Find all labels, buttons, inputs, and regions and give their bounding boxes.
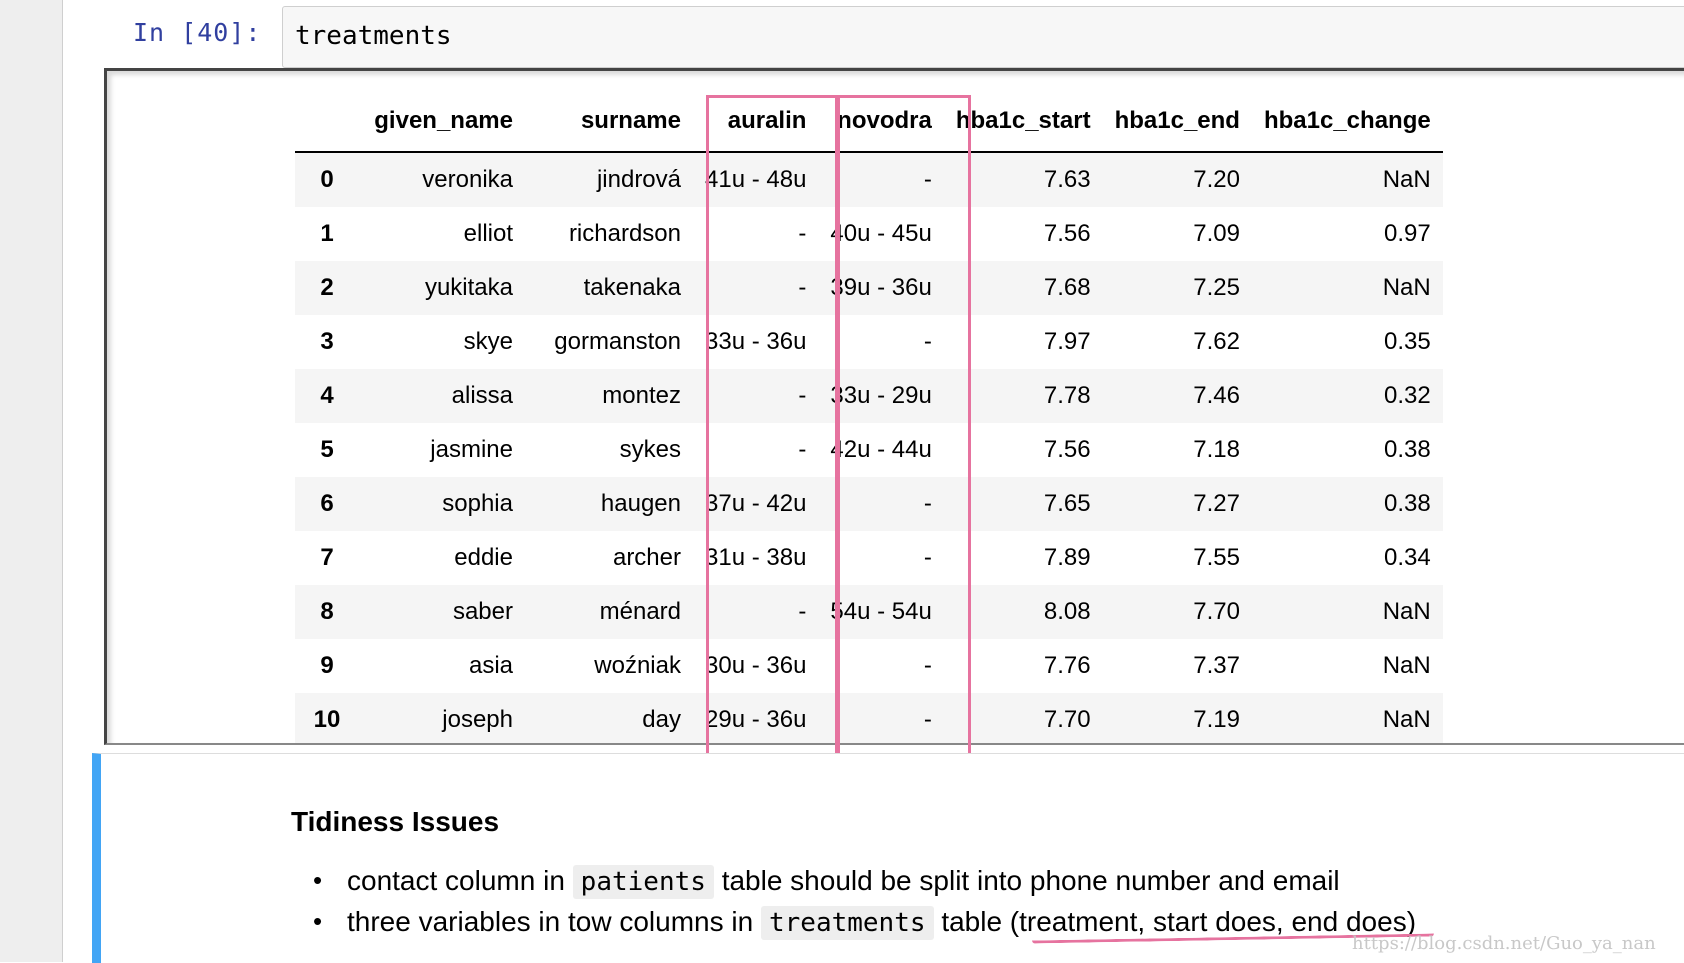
table-cell: NaN (1382, 598, 1431, 625)
table-cell: sophia (442, 490, 513, 517)
column-header: hba1c_change (1252, 91, 1443, 152)
table-cell: jindrová (596, 166, 681, 193)
inline-code: patients (573, 865, 714, 899)
list-item (311, 860, 1416, 901)
table-cell: - (798, 382, 807, 409)
table-cell: veronika (422, 166, 513, 193)
novodra-highlight-box (837, 95, 971, 759)
table-cell: 7.09 (1193, 220, 1240, 247)
table-cell: NaN (1382, 166, 1431, 193)
table-cell: saber (452, 598, 513, 625)
table-cell: 54u - 54u (830, 598, 932, 625)
row-index: 8 (320, 598, 334, 625)
row-index: 1 (320, 220, 334, 247)
table-cell: NaN (1382, 274, 1431, 301)
table-cell: woźniak (594, 652, 681, 679)
table-cell: gormanston (554, 328, 681, 355)
column-header: given_name (359, 91, 525, 152)
table-cell: alissa (451, 382, 513, 409)
watermark-text: https://blog.csdn.net/Guo_ya_nan (1352, 933, 1656, 954)
table-cell: 7.19 (1193, 706, 1240, 733)
table-cell: 0.35 (1383, 328, 1431, 355)
table-cell: jasmine (430, 436, 513, 463)
table-cell: 7.37 (1193, 652, 1240, 679)
table-cell: elliot (463, 220, 513, 247)
table-cell: 40u - 45u (830, 220, 932, 247)
table-cell: 0.34 (1383, 544, 1431, 571)
table-cell: 7.20 (1193, 166, 1240, 193)
input-prompt: In [40]: (133, 18, 262, 47)
table-cell: - (923, 544, 932, 571)
table-cell: 7.65 (1043, 490, 1091, 517)
row-index: 3 (320, 328, 334, 355)
table-cell: 7.56 (1043, 220, 1091, 247)
markdown-list (311, 860, 1416, 942)
index-header (295, 91, 359, 152)
table-cell: joseph (442, 706, 513, 733)
table-cell: richardson (568, 220, 681, 247)
code-input-area[interactable] (282, 6, 1684, 68)
table-cell: - (798, 274, 807, 301)
table-cell: 7.89 (1043, 544, 1091, 571)
table-cell: - (798, 220, 807, 247)
table-cell: 0.38 (1383, 490, 1431, 517)
table-cell: NaN (1382, 652, 1431, 679)
table-cell: 7.70 (1043, 706, 1091, 733)
code-text: treatments (295, 21, 452, 51)
table-cell: 8.08 (1043, 598, 1091, 625)
table-cell: NaN (1382, 706, 1431, 733)
table-cell: 41u - 48u (705, 166, 807, 193)
table-cell: 29u - 36u (705, 706, 807, 733)
row-index: 10 (313, 706, 341, 733)
table-cell: 33u - 29u (830, 382, 932, 409)
row-index: 6 (320, 490, 334, 517)
list-item-text: table (treatment, start does, end does) (941, 906, 1417, 937)
row-index: 7 (320, 544, 334, 571)
table-cell: ménard (599, 598, 681, 625)
table-cell: 7.46 (1193, 382, 1240, 409)
auralin-highlight-box (706, 95, 838, 759)
table-cell: 7.55 (1193, 544, 1240, 571)
table-cell: 0.38 (1383, 436, 1431, 463)
table-cell: takenaka (583, 274, 681, 301)
table-cell: 7.68 (1043, 274, 1091, 301)
table-cell: haugen (600, 490, 681, 517)
table-cell: 7.97 (1043, 328, 1091, 355)
table-cell: - (798, 598, 807, 625)
table-cell: day (642, 706, 681, 733)
table-cell: 7.78 (1043, 382, 1091, 409)
table-cell: montez (602, 382, 681, 409)
list-item-text: three variables in tow columns in (347, 906, 754, 937)
column-header: hba1c_start (944, 91, 1103, 152)
table-cell: 39u - 36u (830, 274, 932, 301)
table-cell: - (923, 652, 932, 679)
table-cell: - (923, 166, 932, 193)
table-cell: 7.62 (1193, 328, 1240, 355)
table-cell: 7.63 (1043, 166, 1091, 193)
table-cell: yukitaka (424, 274, 513, 301)
table-cell: 0.32 (1383, 382, 1431, 409)
markdown-heading: Tidiness Issues (291, 806, 500, 837)
table-cell: 37u - 42u (705, 490, 807, 517)
row-index: 9 (320, 652, 334, 679)
table-cell: 7.25 (1193, 274, 1240, 301)
table-cell: 0.97 (1383, 220, 1431, 247)
table-cell: - (923, 328, 932, 355)
column-header: auralin (693, 91, 818, 152)
table-cell: 7.27 (1193, 490, 1240, 517)
table-cell: asia (468, 652, 513, 679)
table-cell: 33u - 36u (705, 328, 807, 355)
column-header: surname (525, 91, 693, 152)
table-cell: 30u - 36u (705, 652, 807, 679)
table-cell: 7.70 (1193, 598, 1240, 625)
table-cell: 7.56 (1043, 436, 1091, 463)
table-cell: 7.18 (1193, 436, 1240, 463)
row-index: 2 (320, 274, 334, 301)
row-index: 5 (320, 436, 334, 463)
table-cell: - (798, 436, 807, 463)
table-cell: 42u - 44u (830, 436, 932, 463)
left-gutter (0, 0, 63, 962)
table-cell: - (923, 490, 932, 517)
table-cell: 7.76 (1043, 652, 1091, 679)
row-index: 4 (320, 382, 334, 409)
column-header: hba1c_end (1103, 91, 1252, 152)
row-index: 0 (320, 166, 334, 193)
inline-code: treatments (761, 906, 934, 940)
table-cell: skye (463, 328, 513, 355)
table-cell: eddie (454, 544, 513, 571)
column-header: novodra (818, 91, 943, 152)
table-cell: - (923, 706, 932, 733)
table-cell: sykes (619, 436, 681, 463)
table-cell: 31u - 38u (705, 544, 807, 571)
list-item-text: table should be split into phone number and email (721, 865, 1340, 896)
list-item-text: contact column in (347, 865, 565, 896)
table-cell: archer (612, 544, 681, 571)
